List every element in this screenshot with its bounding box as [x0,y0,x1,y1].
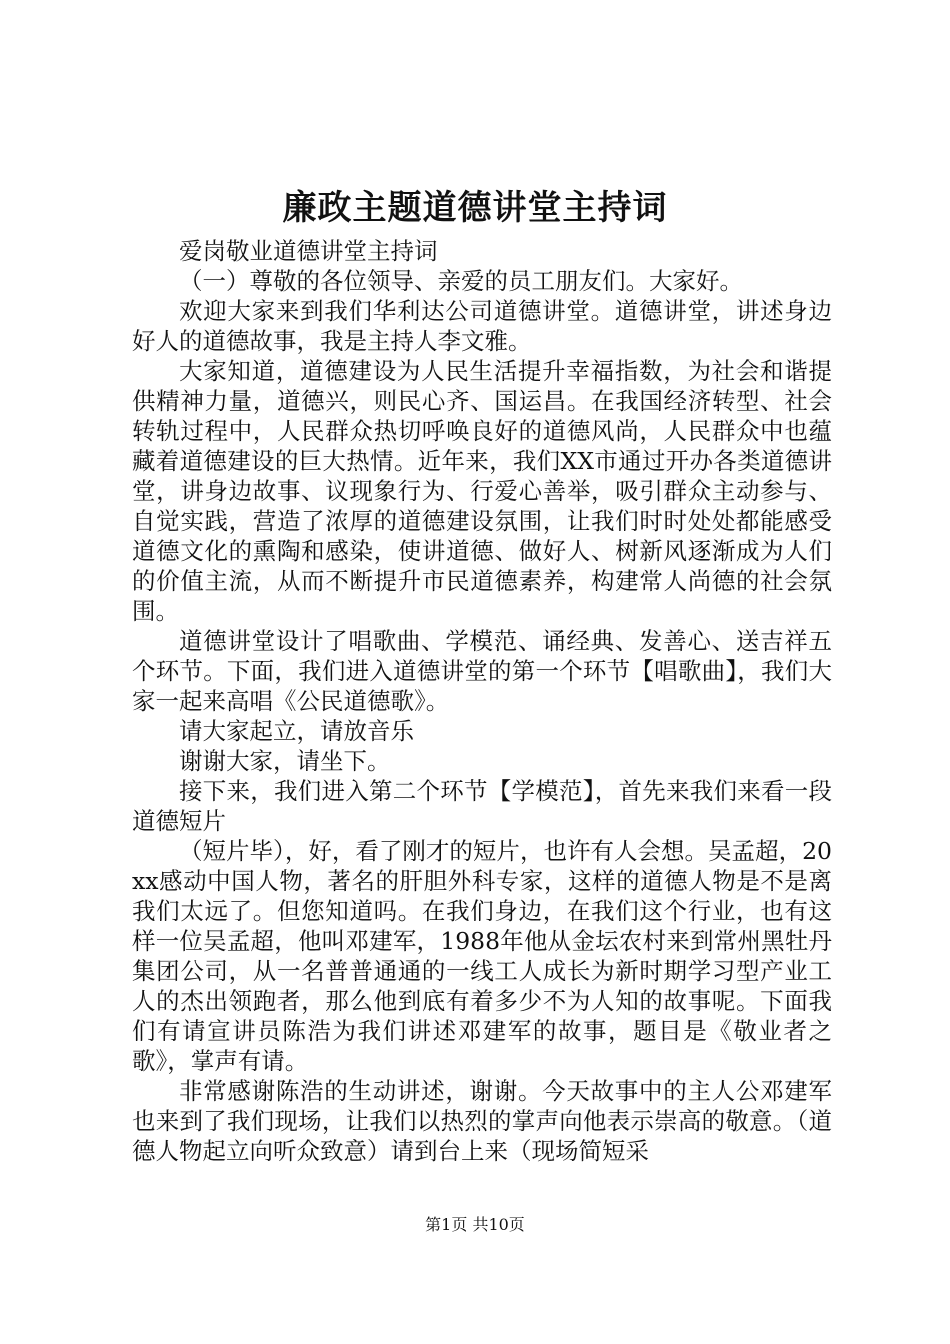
paragraph-role-model-story: （短片毕），好，看了刚才的短片，也许有人会想。吴孟超，20xx感动中国人物，著名的肝胆外科专家，这样的道德人物是不是离我们太远了。但您知道吗。在我们身边，在我们这个行业，也有这样一位吴孟超，他叫邓建军，1988年他从金坛农村来到常州黑牡丹集团公司，从一名普普通通的一线工人成长为新时期学习型产业工人的杰出领跑者，那么他到底有着多少不为人知的故事呢。下面我们有请宣讲员陈浩为我们讲述邓建军的故事，题目是《敬业者之歌》，掌声有请。 [132,837,832,1075]
document-title: 廉政主题道德讲堂主持词 [282,188,668,228]
paragraph-stand-up: 请大家起立，请放音乐 [179,717,414,745]
paragraph-greeting: （一）尊敬的各位领导、亲爱的员工朋友们。大家好。 [179,267,743,295]
paragraph-program-outline: 道德讲堂设计了唱歌曲、学模范、诵经典、发善心、送吉祥五个环节。下面，我们进入道德讲堂的第一个环节【唱歌曲】，我们大家一起来高唱《公民道德歌》。 [132,627,832,715]
paragraph-second-segment: 接下来，我们进入第二个环节【学模范】，首先来我们来看一段道德短片 [132,777,832,835]
document-body [132,236,832,1166]
paragraph-sit-down: 谢谢大家，请坐下。 [179,747,391,775]
paragraph-introduction: 大家知道，道德建设为人民生活提升幸福指数，为社会和谐提供精神力量，道德兴，则民心齐、国运昌。在我国经济转型、社会转轨过程中，人民群众热切呼唤良好的道德风尚，人民群众中也蕴藏着道德建设的巨大热情。近年来，我们XX市通过开办各类道德讲堂，讲身边故事、议现象行为、行爱心善举，吸引群众主动参与、自觉实践，营造了浓厚的道德建设氛围，让我们时时处处都能感受道德文化的熏陶和感染，使讲道德、做好人、树新风逐渐成为人们的价值主流，从而不断提升市民道德素养，构建常人尚德的社会氛围。 [132,357,832,625]
paragraph-welcome: 欢迎大家来到我们华利达公司道德讲堂。道德讲堂，讲述身边好人的道德故事，我是主持人李文雅。 [132,297,832,355]
paragraph-subtitle: 爱岗敬业道德讲堂主持词 [179,237,438,265]
page-number: 第1页 共10页 [425,1215,525,1234]
paragraph-thanks: 非常感谢陈浩的生动讲述，谢谢。今天故事中的主人公邓建军也来到了我们现场，让我们以热烈的掌声向他表示崇高的敬意。（道德人物起立向听众致意）请到台上来（现场简短采 [132,1077,832,1165]
